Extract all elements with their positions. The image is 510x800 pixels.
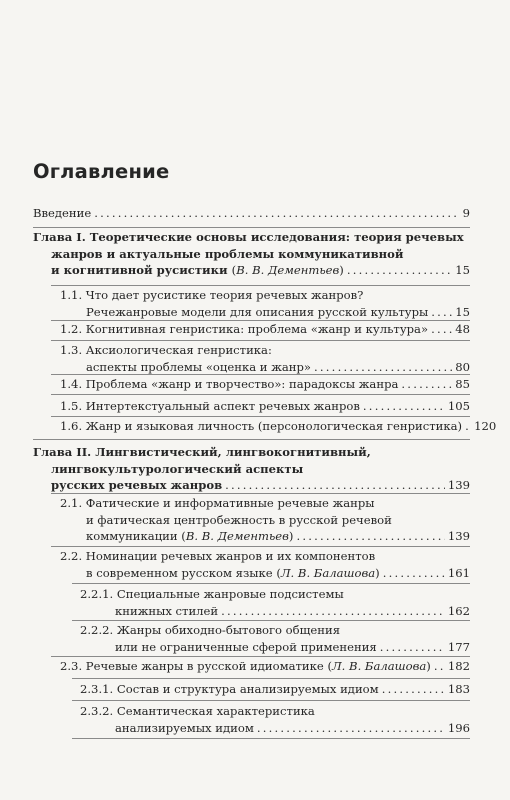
toc-page-number: 139 <box>447 478 470 492</box>
toc-entry-title: Глава I. Теоретические основы исследования: теория речевых <box>33 230 464 244</box>
toc-entry-title: 2.2.1. Специальные жанровые подсистемы <box>80 587 344 601</box>
dot-leader <box>401 376 452 393</box>
toc-entry-2-2-1[interactable] <box>80 586 470 619</box>
toc-entry-title-cont: коммуникации <box>86 529 178 543</box>
toc-entry-chapter-2[interactable] <box>33 444 470 494</box>
toc-entry-chapter-1[interactable]: Глава I. Теоретические основы исследования: теория речевых жанров и актуальные проблемы коммуникативной и когнитивной русистики (В. В. Дементьев) ..... 15 <box>33 229 470 279</box>
dot-leader <box>363 398 445 415</box>
toc-entry-title: 2.3.1. Состав и структура анализируемых идиом <box>80 682 379 696</box>
separator-line <box>33 227 470 228</box>
toc-page-number: 161 <box>447 565 470 580</box>
toc-entry-title: 1.1. Что дает русистике теория речевых жанров? <box>60 288 364 302</box>
toc-entry-title: 2.1. Фатические и информативные речевые жанры <box>60 496 375 510</box>
toc-entry-title: Глава II. Лингвистический, лингвокогнитивный, <box>33 445 371 459</box>
toc-page-number: 177 <box>447 639 470 654</box>
toc-entry-title: 2.2.2. Жанры обиходно-бытового общения <box>80 623 341 637</box>
toc-author: Л. В. Балашова <box>332 659 427 673</box>
toc-entry-title: 1.3. Аксиологическая генристика: <box>60 343 272 357</box>
dot-leader <box>431 304 452 321</box>
toc-page-number: 48 <box>455 322 470 336</box>
toc-entry-title-cont: и фатическая центробежность в русской речевой <box>86 512 392 527</box>
toc-entry-1-3[interactable] <box>60 342 470 375</box>
separator-line <box>51 340 470 341</box>
separator-line <box>51 374 470 375</box>
separator-line <box>51 394 470 395</box>
toc-entry-title: 2.3. Речевые жанры в русской идиоматике <box>60 659 324 673</box>
dot-leader <box>434 658 445 675</box>
separator-line <box>72 678 470 679</box>
toc-entry-1-5[interactable] <box>60 398 470 415</box>
toc-entry-2-2[interactable]: 2.2. Номинации речевых жанров и их компонентов в современном русском языке (Л. В. Балашова) ..... 161 <box>60 548 470 581</box>
dot-leader <box>465 418 471 435</box>
dot-leader <box>314 359 452 376</box>
toc-page-number: 196 <box>447 720 470 735</box>
page-title: Оглавление <box>33 160 170 183</box>
toc-entry-title: 2.2. Номинации речевых жанров и их компонентов <box>60 549 376 563</box>
toc-page-number: 105 <box>447 399 470 413</box>
toc-page-number: 139 <box>447 529 470 543</box>
toc-entry-title-cont: жанров и актуальные проблемы коммуникативной <box>51 246 404 261</box>
toc-page-number: 15 <box>455 263 470 277</box>
separator-line <box>51 656 470 657</box>
toc-entry-1-1[interactable] <box>60 287 470 320</box>
toc-page-number: 80 <box>455 359 470 374</box>
toc-entry-introduction[interactable] <box>33 205 470 222</box>
toc-page-number: 9 <box>462 206 470 220</box>
toc-entry-2-3[interactable]: 2.3. Речевые жанры в русской идиоматике (Л. В. Балашова) ..... 182 <box>60 658 470 675</box>
separator-line <box>51 416 470 417</box>
separator-line <box>72 738 470 739</box>
toc-author: Л. В. Балашова <box>280 565 376 580</box>
toc-author: В. В. Дементьев <box>185 529 289 543</box>
dot-leader <box>347 262 452 279</box>
toc-page-number: 15 <box>455 304 470 319</box>
toc-entry-title-cont: анализируемых идиом <box>115 720 254 735</box>
separator-line <box>33 439 470 440</box>
dot-leader <box>221 603 445 620</box>
dot-leader <box>94 205 459 222</box>
separator-line <box>72 700 470 701</box>
dot-leader <box>296 528 444 545</box>
toc-entry-1-2[interactable] <box>60 321 470 338</box>
toc-entry-title: Введение <box>33 206 92 220</box>
separator-line <box>51 493 470 494</box>
toc-entry-title: 1.5. Интертекстуальный аспект речевых жанров <box>60 399 360 413</box>
separator-line <box>72 620 470 621</box>
toc-entry-title-cont: аспекты проблемы «оценка и жанр» <box>86 359 312 374</box>
separator-line <box>51 285 470 286</box>
toc-entry-1-6[interactable] <box>60 418 497 435</box>
toc-page-number: 85 <box>455 377 470 391</box>
toc-entry-1-4[interactable] <box>60 376 470 393</box>
toc-entry-title-cont: русских речевых жанров <box>51 478 223 492</box>
dot-leader <box>380 639 445 656</box>
dot-leader <box>257 720 445 737</box>
separator-line <box>72 583 470 584</box>
dot-leader <box>383 565 445 582</box>
toc-author: В. В. Дементьев <box>236 263 340 277</box>
toc-entry-title-cont: лингвокультурологический аспекты <box>51 461 304 476</box>
dot-leader <box>431 321 452 338</box>
toc-entry-title-cont: и когнитивной русистики <box>51 263 228 277</box>
toc-entry-title-cont: в современном русском языке <box>86 565 273 580</box>
dot-leader <box>225 477 445 494</box>
toc-entry-2-1[interactable]: 2.1. Фатические и информативные речевые жанры и фатическая центробежность в русской речевой коммуникации (В. В. Дементьев) ..... 139 <box>60 495 470 545</box>
toc-page-number: 162 <box>447 603 470 618</box>
dot-leader <box>382 681 445 698</box>
toc-page-number: 182 <box>447 659 470 673</box>
toc-entry-title: 1.6. Жанр и языковая личность (персонологическая генристика) <box>60 419 463 433</box>
toc-page-number: 183 <box>447 682 470 696</box>
toc-entry-title: 1.2. Когнитивная генристика: проблема «жанр и культура» <box>60 322 429 336</box>
toc-entry-2-2-2[interactable] <box>80 622 470 655</box>
toc-entry-2-3-1[interactable] <box>80 681 470 698</box>
toc-entry-title: 1.4. Проблема «жанр и творчество»: парадоксы жанра <box>60 377 399 391</box>
toc-entry-title: 2.3.2. Семантическая характеристика <box>80 704 315 718</box>
toc-page-number: 120 <box>474 419 497 433</box>
toc-entry-title-cont: или не ограниченные сферой применения <box>115 639 377 654</box>
toc-entry-title-cont: книжных стилей <box>115 603 219 618</box>
toc-entry-title-cont: Речежанровые модели для описания русской культуры <box>86 304 429 319</box>
separator-line <box>51 546 470 547</box>
toc-entry-2-3-2[interactable] <box>80 703 470 736</box>
